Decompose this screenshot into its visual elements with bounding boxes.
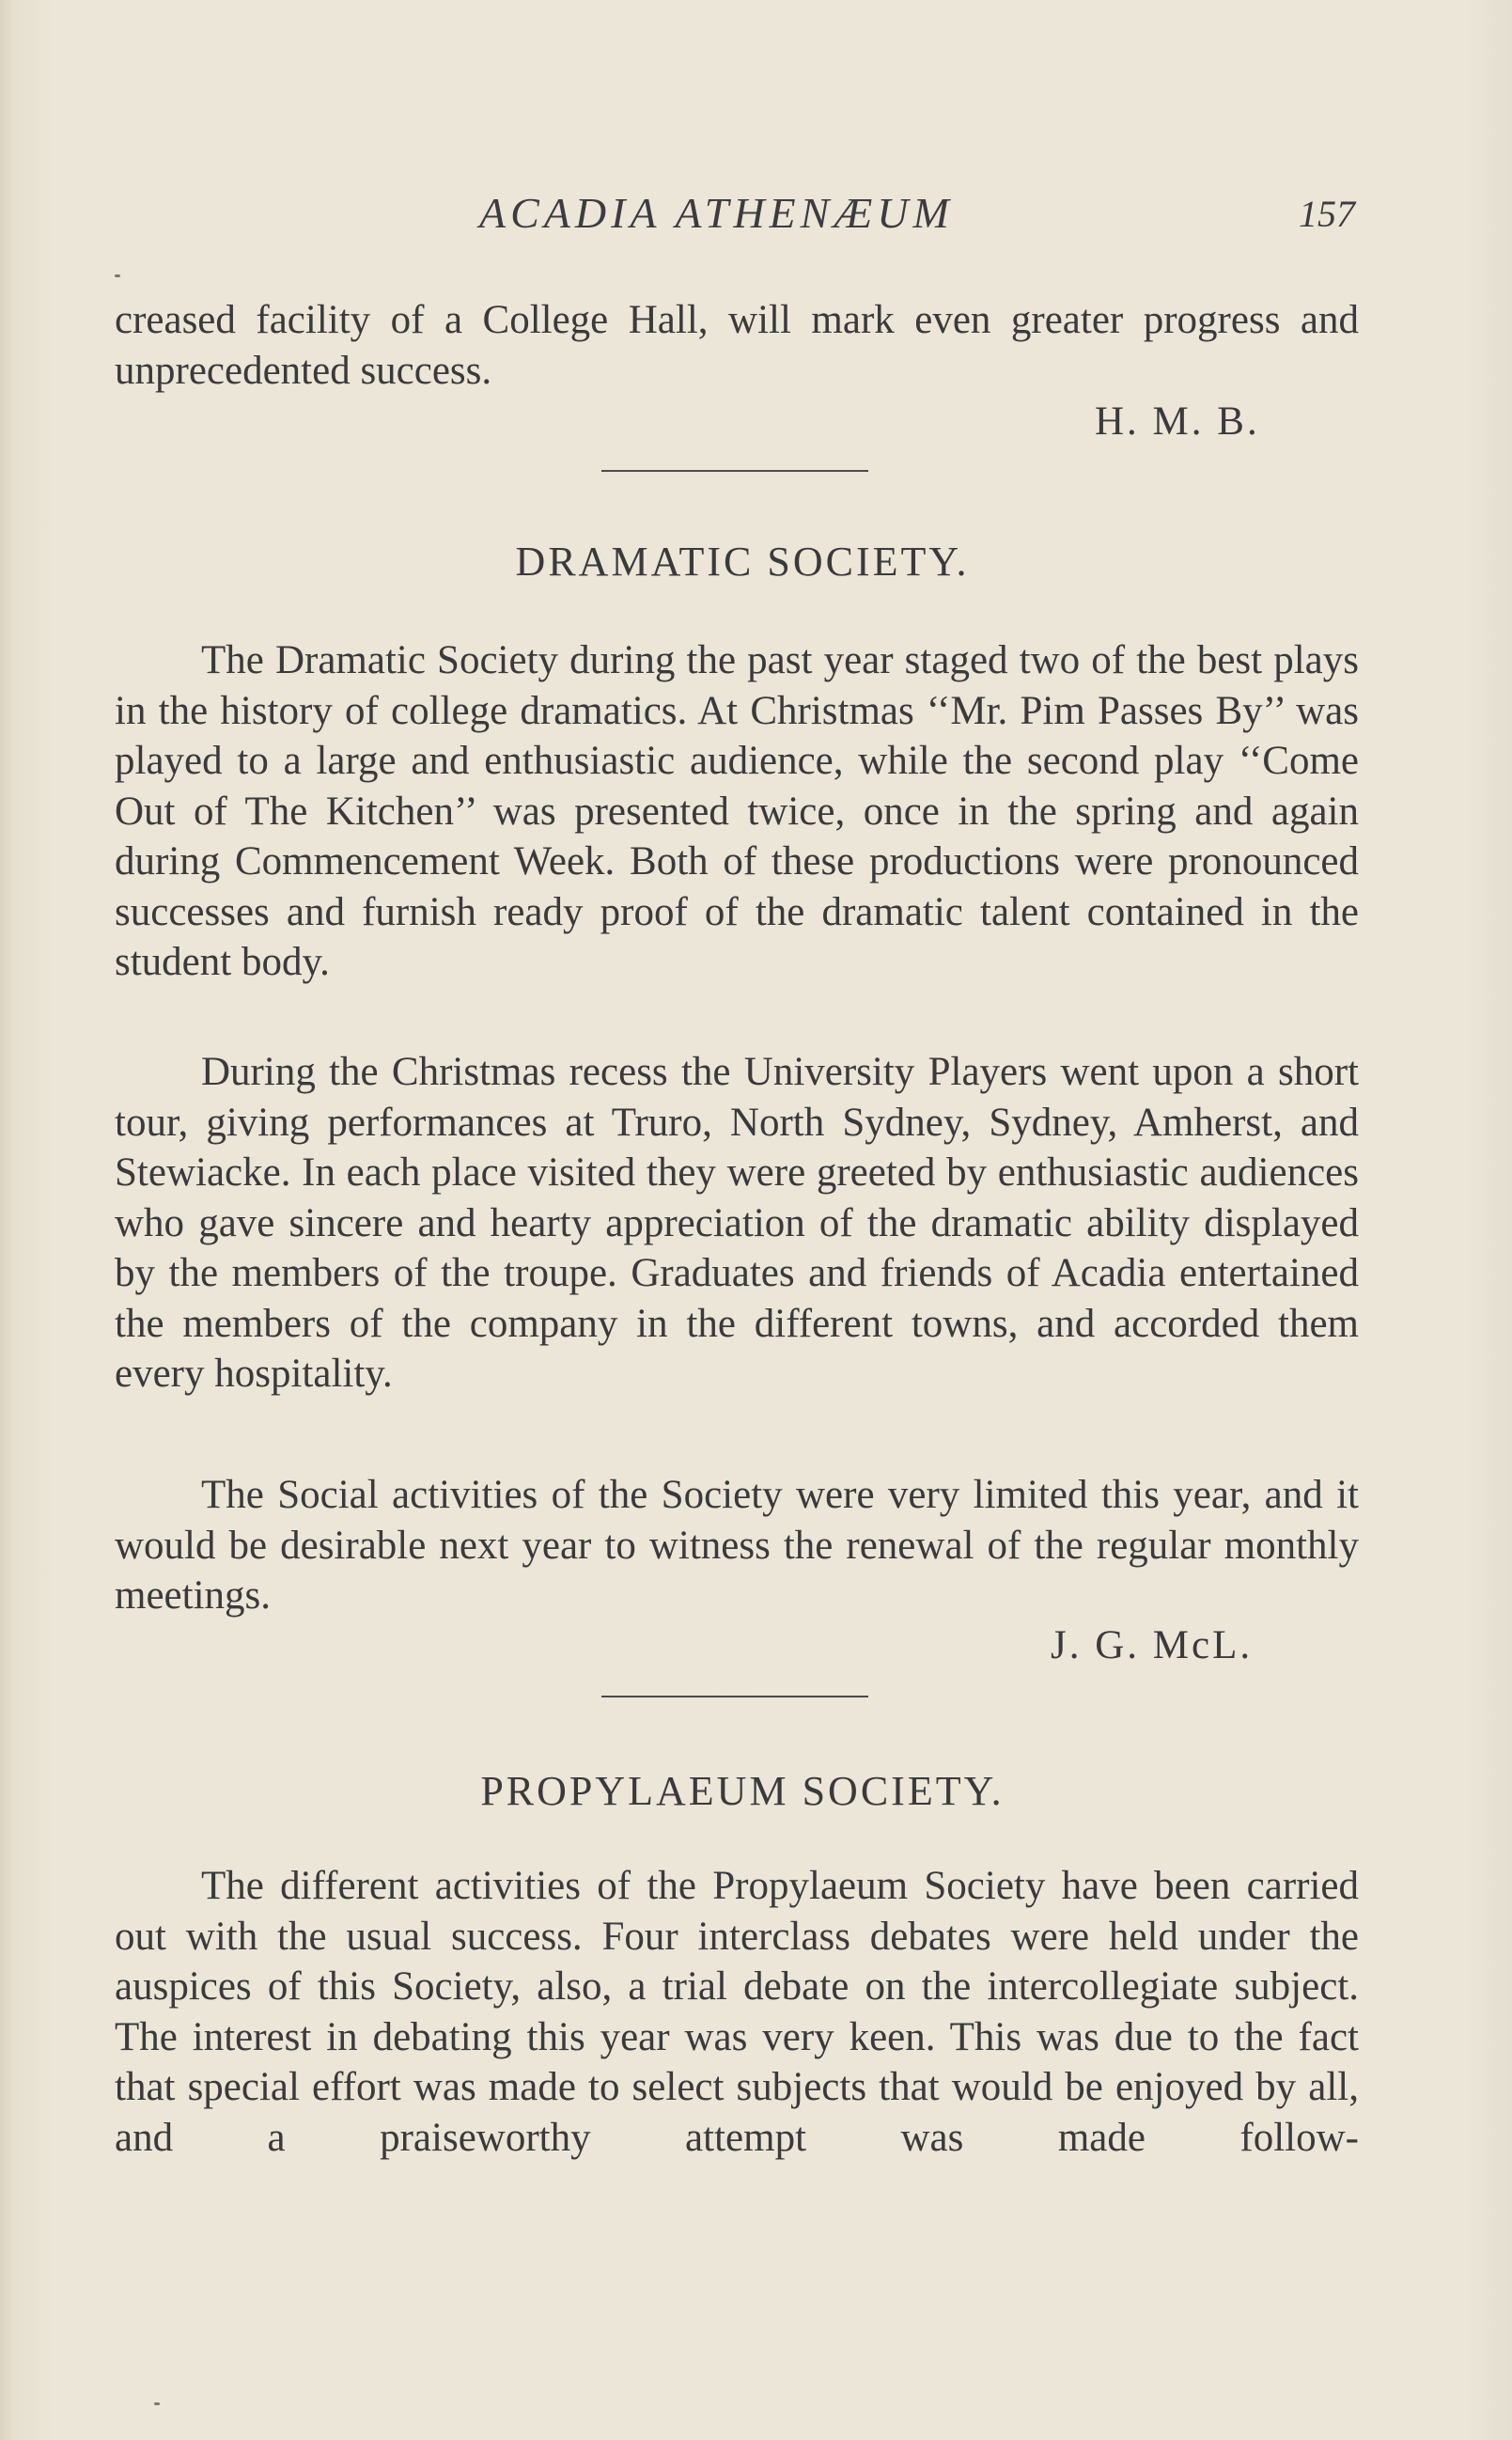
page-number: 157 — [1299, 193, 1355, 235]
section-title-dramatic-society: DRAMATIC SOCIETY. — [515, 539, 970, 585]
running-head: ACADIA ATHENÆUM — [479, 189, 954, 237]
dramatic-paragraph-3: The Social activities of the Society were very limited this year, and it would be desirable next year to witness the renewal of the regular monthly meetings. — [115, 1473, 1359, 1618]
ink-speck — [154, 2402, 160, 2405]
dramatic-paragraph-2: During the Christmas recess the University Players went upon a short tour, giving performances at Truro, North Sydney, Sydney, Amherst, and Stewiacke. In each place visited they were greeted by enthusiastic audiences who gave sincere and hearty appreciation of the dramatic ability displayed by the members of the troupe. Graduates and friends of Acadia entertained the members of the company in the different towns, and accorded them every hospitality. — [115, 1050, 1359, 1396]
section-title-propylaeum-society: PROPYLAEUM SOCIETY. — [480, 1768, 1005, 1814]
section-divider-1 — [601, 470, 868, 472]
page-header — [0, 188, 1512, 244]
dramatic-paragraph-1: The Dramatic Society during the past year staged two of the best plays in the history of college dramatics. At Christmas ‘‘Mr. Pim Passes By’’ was played to a large and enthusiastic audience, while the second play ‘‘Come Out of The Kitchen’’ was presented twice, once in the spring and again during Commencement Week. Both of these productions were pronounced successes and furnish ready proof of the dramatic talent contained in the student body. — [115, 638, 1359, 984]
signature-jgmcl: J. G. McL. — [1051, 1623, 1254, 1667]
signature-hmb: H. M. B. — [1095, 399, 1260, 444]
propylaeum-paragraph-1: The different activities of the Propylaeum Society have been carried out with the usual success. Four interclass debates were held under the auspices of this Society, also, a trial debate on the intercollegiate subject. The interest in debating this year was very keen. This was due to the fact that special effort was made to select subjects that would be enjoyed by all, and a praiseworthy attempt was made follow- — [115, 1864, 1359, 2160]
section-divider-2 — [601, 1696, 868, 1697]
ink-speck — [115, 274, 120, 277]
continuation-paragraph: creased facility of a College Hall, will mark even greater progress and unprecedented success. — [115, 298, 1359, 393]
